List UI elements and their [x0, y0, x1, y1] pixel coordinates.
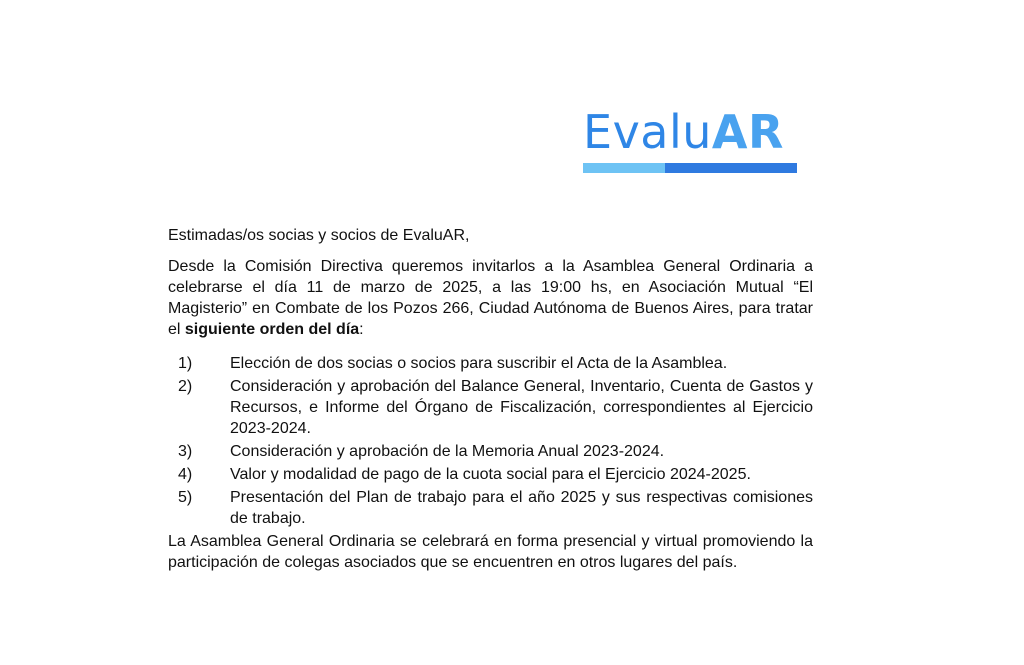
agenda-item-text: Valor y modalidad de pago de la cuota social para el Ejercicio 2024-2025.	[230, 466, 751, 483]
logo-underline-bar	[583, 163, 797, 173]
intro-bold-text: siguiente orden del día	[184, 321, 360, 338]
closing-paragraph: La Asamblea General Ordinaria se celebrará en forma presencial y virtual promoviendo la participación de colegas asociados que se encuentren en otros lugares del país.	[168, 533, 813, 571]
agenda-item	[168, 441, 813, 462]
logo-text-evalu: Evalu	[583, 105, 712, 159]
intro-paragraph	[168, 256, 813, 340]
intro-text: Desde la Comisión Directiva queremos invitarlos a la Asamblea General Ordinaria a celebrarse el día 11 de marzo de 2025, a las 19:00 hs, en Asociación Mutual “El Magisterio” en Combate de los Pozos 266, Ciudad Autónoma de Buenos Aires, para tratar el	[168, 258, 813, 338]
agenda-item-number: 2)	[178, 378, 193, 395]
agenda-item-text: Consideración y aprobación del Balance General, Inventario, Cuenta de Gastos y Recursos, e Informe del Órgano de Fiscalización, correspondientes al Ejercicio 2023-2024.	[230, 378, 813, 437]
agenda-item-number: 3)	[178, 443, 193, 460]
logo-bar-dark-segment	[665, 163, 797, 173]
logo-wordmark	[583, 104, 784, 160]
agenda-item	[168, 464, 813, 485]
logo-text-ar: AR	[711, 105, 784, 159]
intro-colon: :	[359, 321, 364, 338]
agenda-item-number: 1)	[178, 355, 193, 372]
agenda-item-text: Presentación del Plan de trabajo para el año 2025 y sus respectivas comisiones de trabajo.	[230, 489, 813, 527]
agenda-item-text: Elección de dos socias o socios para suscribir el Acta de la Asamblea.	[230, 355, 728, 372]
agenda-item-number: 5)	[178, 489, 193, 506]
greeting: Estimadas/os socias y socios de EvaluAR,	[168, 227, 470, 244]
agenda-item-number: 4)	[178, 466, 193, 483]
agenda-item	[168, 376, 813, 439]
evaluar-logo	[583, 104, 797, 176]
agenda-list	[168, 353, 813, 529]
agenda-item	[168, 487, 813, 529]
agenda-item	[168, 353, 813, 374]
agenda-item-text: Consideración y aprobación de la Memoria Anual 2023-2024.	[230, 443, 665, 460]
letter-body	[168, 225, 813, 573]
logo-bar-light-segment	[583, 163, 665, 173]
